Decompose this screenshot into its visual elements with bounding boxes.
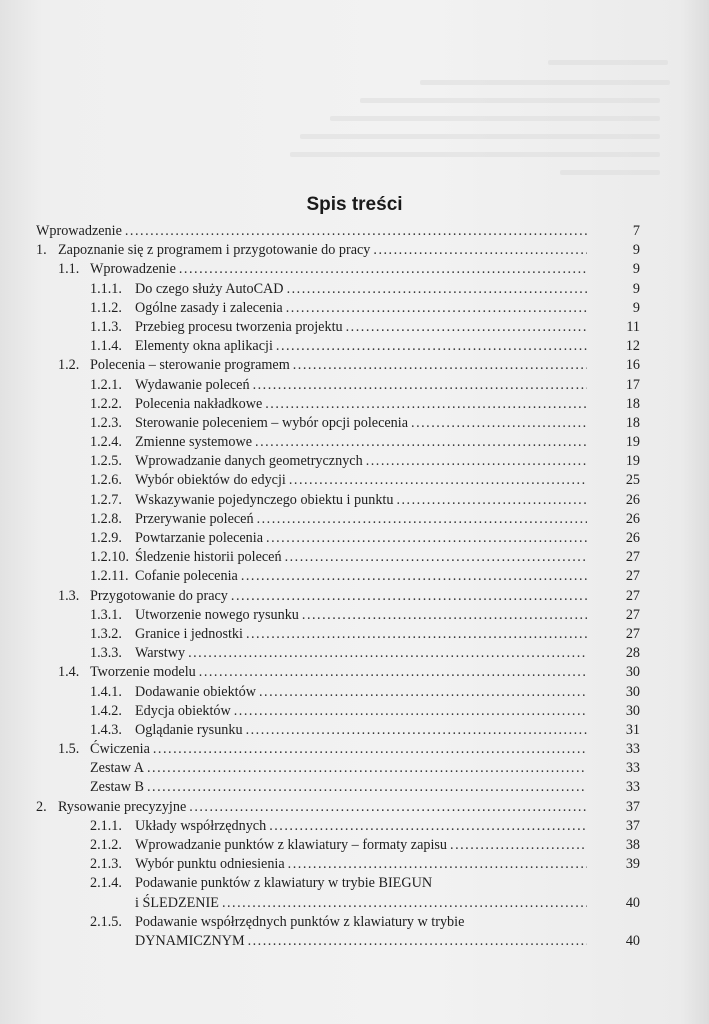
toc-entry-page: 27 <box>625 549 640 566</box>
toc-entry-number: 1.2.6. <box>90 472 122 489</box>
dot-leader <box>246 721 587 740</box>
toc-entry <box>0 836 709 855</box>
toc-entry <box>0 683 709 702</box>
bleed-through-text <box>0 0 709 200</box>
toc-entry-number: 1.3.2. <box>90 625 122 642</box>
dot-leader <box>253 376 587 395</box>
dot-leader <box>259 683 587 702</box>
toc-entry <box>0 644 709 663</box>
toc-entry <box>0 491 709 510</box>
toc-entry-title: Śledzenie historii poleceń <box>135 549 282 566</box>
toc-entry-page: 33 <box>625 760 640 777</box>
toc-entry-number: 1.2.7. <box>90 491 122 508</box>
toc-entry-page: 30 <box>625 702 640 719</box>
toc-entry <box>0 318 709 337</box>
dot-leader <box>373 241 587 260</box>
toc-entry-title: Przebieg procesu tworzenia projektu <box>135 318 343 335</box>
toc-entry <box>0 356 709 375</box>
toc-entry <box>0 778 709 797</box>
toc-entry-title: Powtarzanie polecenia <box>135 530 264 546</box>
toc-entry <box>0 414 709 433</box>
toc-entry-number: 1.2.4. <box>90 434 122 451</box>
toc-entry-page: 30 <box>625 683 640 700</box>
toc-entry-number: 1.4.2. <box>90 702 122 719</box>
toc-entry-page: 9 <box>632 261 640 278</box>
toc-entry-title-continued: i ŚLEDZENIE <box>135 894 219 911</box>
toc-entry-title: Przerywanie poleceń <box>135 510 254 527</box>
toc-entry-title: Polecenia nakładkowe <box>135 395 263 412</box>
toc-entry-title: Układy współrzędnych <box>135 817 267 834</box>
toc-entry-page: 33 <box>625 741 640 758</box>
toc-entry-page: 18 <box>625 395 640 412</box>
dot-leader <box>246 625 587 644</box>
toc-entry-number: 1.2.11. <box>90 568 129 585</box>
toc-entry <box>0 702 709 721</box>
toc-entry-page: 9 <box>632 299 640 316</box>
toc-entry <box>0 606 709 625</box>
toc-entry-number: 1.3.1. <box>90 606 122 623</box>
toc-entry <box>0 663 709 682</box>
toc-entry-page: 27 <box>625 606 640 623</box>
toc-entry-title: Zmienne systemowe <box>135 434 253 451</box>
toc-entry <box>0 376 709 395</box>
dot-leader <box>179 260 587 279</box>
toc-entry-page: 27 <box>625 625 640 642</box>
dot-leader <box>234 702 587 721</box>
dot-leader <box>189 798 587 817</box>
dot-leader <box>222 894 587 913</box>
toc-entry-title: Wybór punktu odniesienia <box>135 856 285 873</box>
table-of-contents <box>0 222 709 951</box>
toc-entry <box>0 874 709 893</box>
dot-leader <box>147 759 587 778</box>
toc-entry-page: 16 <box>625 357 640 374</box>
toc-entry-number: 2.1.1. <box>90 817 122 834</box>
toc-entry-number: 1.1.4. <box>90 338 122 355</box>
toc-entry-page: 27 <box>625 587 640 604</box>
dot-leader <box>266 529 587 548</box>
dot-leader <box>276 337 587 356</box>
toc-entry-number: 1.2.1. <box>90 376 122 393</box>
toc-entry-title: Przygotowanie do pracy <box>90 587 228 604</box>
dot-leader <box>289 471 587 490</box>
dot-leader <box>125 222 587 241</box>
toc-entry-number: 1.3.3. <box>90 645 122 662</box>
toc-entry-number: 1.3. <box>58 587 80 604</box>
toc-entry-title: Podawanie punktów z klawiatury w trybie BIEGUN <box>135 875 433 892</box>
toc-entry-page: 19 <box>625 453 640 470</box>
toc-entry <box>0 587 709 606</box>
toc-entry-title: Utworzenie nowego rysunku <box>135 606 299 623</box>
dot-leader <box>241 567 587 586</box>
toc-entry <box>0 721 709 740</box>
toc-entry-page: 28 <box>625 645 640 662</box>
toc-entry-number: 2. <box>36 798 47 815</box>
toc-entry-number: 1.1.1. <box>90 280 122 297</box>
toc-entry-title: Wskazywanie pojedynczego obiektu i punktu <box>135 491 394 508</box>
dot-leader <box>288 855 587 874</box>
dot-leader <box>248 932 587 951</box>
toc-entry-title: Oglądanie rysunku <box>135 721 243 738</box>
toc-entry <box>0 625 709 644</box>
toc-entry <box>0 759 709 778</box>
toc-entry <box>0 241 709 260</box>
toc-entry-page: 37 <box>625 817 640 834</box>
toc-entry-title-continued: DYNAMICZNYM <box>135 932 245 949</box>
toc-entry-title: Wprowadzanie punktów z klawiatury – formaty zapisu <box>135 837 448 853</box>
toc-entry-title: Wprowadzenie <box>90 261 176 278</box>
toc-entry-page: 18 <box>625 414 640 431</box>
toc-entry-page: 30 <box>625 664 640 681</box>
dot-leader <box>188 644 587 663</box>
toc-entry-number: 1.4.3. <box>90 721 122 738</box>
dot-leader <box>153 740 587 759</box>
toc-entry-number: 2.1.4. <box>90 875 122 892</box>
toc-entry-title: Cofanie polecenia <box>135 568 238 585</box>
toc-entry <box>0 471 709 490</box>
dot-leader <box>302 606 587 625</box>
toc-entry <box>0 510 709 529</box>
toc-entry-page: 40 <box>625 894 640 911</box>
dot-leader <box>231 587 587 606</box>
toc-entry-page: 40 <box>625 932 640 949</box>
toc-entry <box>0 817 709 836</box>
toc-entry-continuation <box>0 894 709 913</box>
toc-entry-page: 26 <box>625 530 640 546</box>
toc-entry-title: Wybór obiektów do edycji <box>135 472 286 489</box>
toc-entry-title: Podawanie współrzędnych punktów z klawiatury w trybie <box>135 913 465 930</box>
toc-entry <box>0 395 709 414</box>
toc-entry-page: 9 <box>632 242 640 259</box>
toc-entry <box>0 222 709 241</box>
toc-entry <box>0 299 709 318</box>
toc-entry-number: 1.1.3. <box>90 318 122 335</box>
toc-entry <box>0 913 709 932</box>
toc-entry <box>0 280 709 299</box>
toc-entry-page: 11 <box>626 318 640 335</box>
toc-entry-number: 1.2.10. <box>90 549 130 566</box>
toc-entry-title: Ogólne zasady i zalecenia <box>135 299 283 316</box>
toc-entry <box>0 567 709 586</box>
toc-entry-title: Elementy okna aplikacji <box>135 338 273 355</box>
toc-entry-title: Do czego służy AutoCAD <box>135 280 284 297</box>
toc-entry <box>0 260 709 279</box>
toc-entry <box>0 798 709 817</box>
toc-entry-continuation <box>0 932 709 951</box>
toc-entry <box>0 855 709 874</box>
toc-entry-title: Warstwy <box>135 645 186 662</box>
toc-entry-page: 39 <box>625 856 640 873</box>
dot-leader <box>396 491 587 510</box>
toc-entry-page: 25 <box>625 472 640 489</box>
toc-entry-title: Granice i jednostki <box>135 625 243 642</box>
toc-entry-page: 33 <box>625 779 640 796</box>
toc-entry-number: 1.4.1. <box>90 683 122 700</box>
toc-entry <box>0 433 709 452</box>
toc-entry-number: 1.5. <box>58 741 80 758</box>
toc-entry-number: 1.2.2. <box>90 395 122 412</box>
dot-leader <box>293 356 587 375</box>
dot-leader <box>257 510 587 529</box>
toc-entry <box>0 740 709 759</box>
toc-entry-title: Dodawanie obiektów <box>135 683 256 700</box>
toc-entry-title: Tworzenie modelu <box>90 664 196 681</box>
toc-entry-title: Polecenia – sterowanie programem <box>90 357 290 374</box>
dot-leader <box>199 663 587 682</box>
toc-entry <box>0 452 709 471</box>
dot-leader <box>255 433 587 452</box>
toc-entry-number: 1.2.5. <box>90 453 122 470</box>
dot-leader <box>285 548 587 567</box>
toc-entry-number: 2.1.3. <box>90 856 122 873</box>
toc-entry-number: 2.1.2. <box>90 837 122 853</box>
dot-leader <box>147 778 587 797</box>
toc-entry-page: 27 <box>625 568 640 585</box>
toc-entry-page: 26 <box>625 510 640 527</box>
toc-entry-page: 12 <box>625 338 640 355</box>
toc-entry-number: 1.2.3. <box>90 414 122 431</box>
toc-entry-title: Ćwiczenia <box>90 741 150 758</box>
toc-entry-number: 1.2. <box>58 357 80 374</box>
toc-entry-title: Edycja obiektów <box>135 702 231 719</box>
toc-entry-page: 38 <box>625 837 640 853</box>
dot-leader <box>411 414 587 433</box>
toc-entry-title: Wprowadzanie danych geometrycznych <box>135 453 363 470</box>
toc-entry-number: 1.2.8. <box>90 510 122 527</box>
toc-entry-title: Zestaw B <box>90 779 144 796</box>
dot-leader <box>286 299 587 318</box>
toc-entry-title: Wprowadzenie <box>36 223 122 239</box>
toc-entry-number: 1.2.9. <box>90 530 122 546</box>
toc-entry-number: 1. <box>36 242 47 259</box>
toc-entry-page: 26 <box>625 491 640 508</box>
toc-entry <box>0 337 709 356</box>
toc-entry-page: 7 <box>632 223 640 239</box>
toc-entry-number: 1.1. <box>58 261 80 278</box>
toc-entry-page: 31 <box>625 721 640 738</box>
toc-entry-number: 1.4. <box>58 664 80 681</box>
toc-entry-title: Rysowanie precyzyjne <box>58 798 187 815</box>
dot-leader <box>366 452 587 471</box>
dot-leader <box>346 318 587 337</box>
page-title: Spis treści <box>306 193 403 215</box>
toc-entry-title: Zapoznanie się z programem i przygotowanie do pracy <box>58 242 371 259</box>
dot-leader <box>450 836 587 855</box>
toc-entry <box>0 548 709 567</box>
dot-leader <box>287 280 587 299</box>
toc-entry-title: Sterowanie poleceniem – wybór opcji polecenia <box>135 414 409 431</box>
toc-entry-number: 1.1.2. <box>90 299 122 316</box>
toc-entry-title: Wydawanie poleceń <box>135 376 250 393</box>
dot-leader <box>269 817 587 836</box>
toc-entry-page: 17 <box>625 376 640 393</box>
toc-entry-title: Zestaw A <box>90 760 144 777</box>
dot-leader <box>265 395 587 414</box>
toc-entry <box>0 529 709 548</box>
toc-entry-page: 19 <box>625 434 640 451</box>
toc-entry-page: 9 <box>632 280 640 297</box>
toc-entry-page: 37 <box>625 798 640 815</box>
toc-entry-number: 2.1.5. <box>90 913 122 930</box>
